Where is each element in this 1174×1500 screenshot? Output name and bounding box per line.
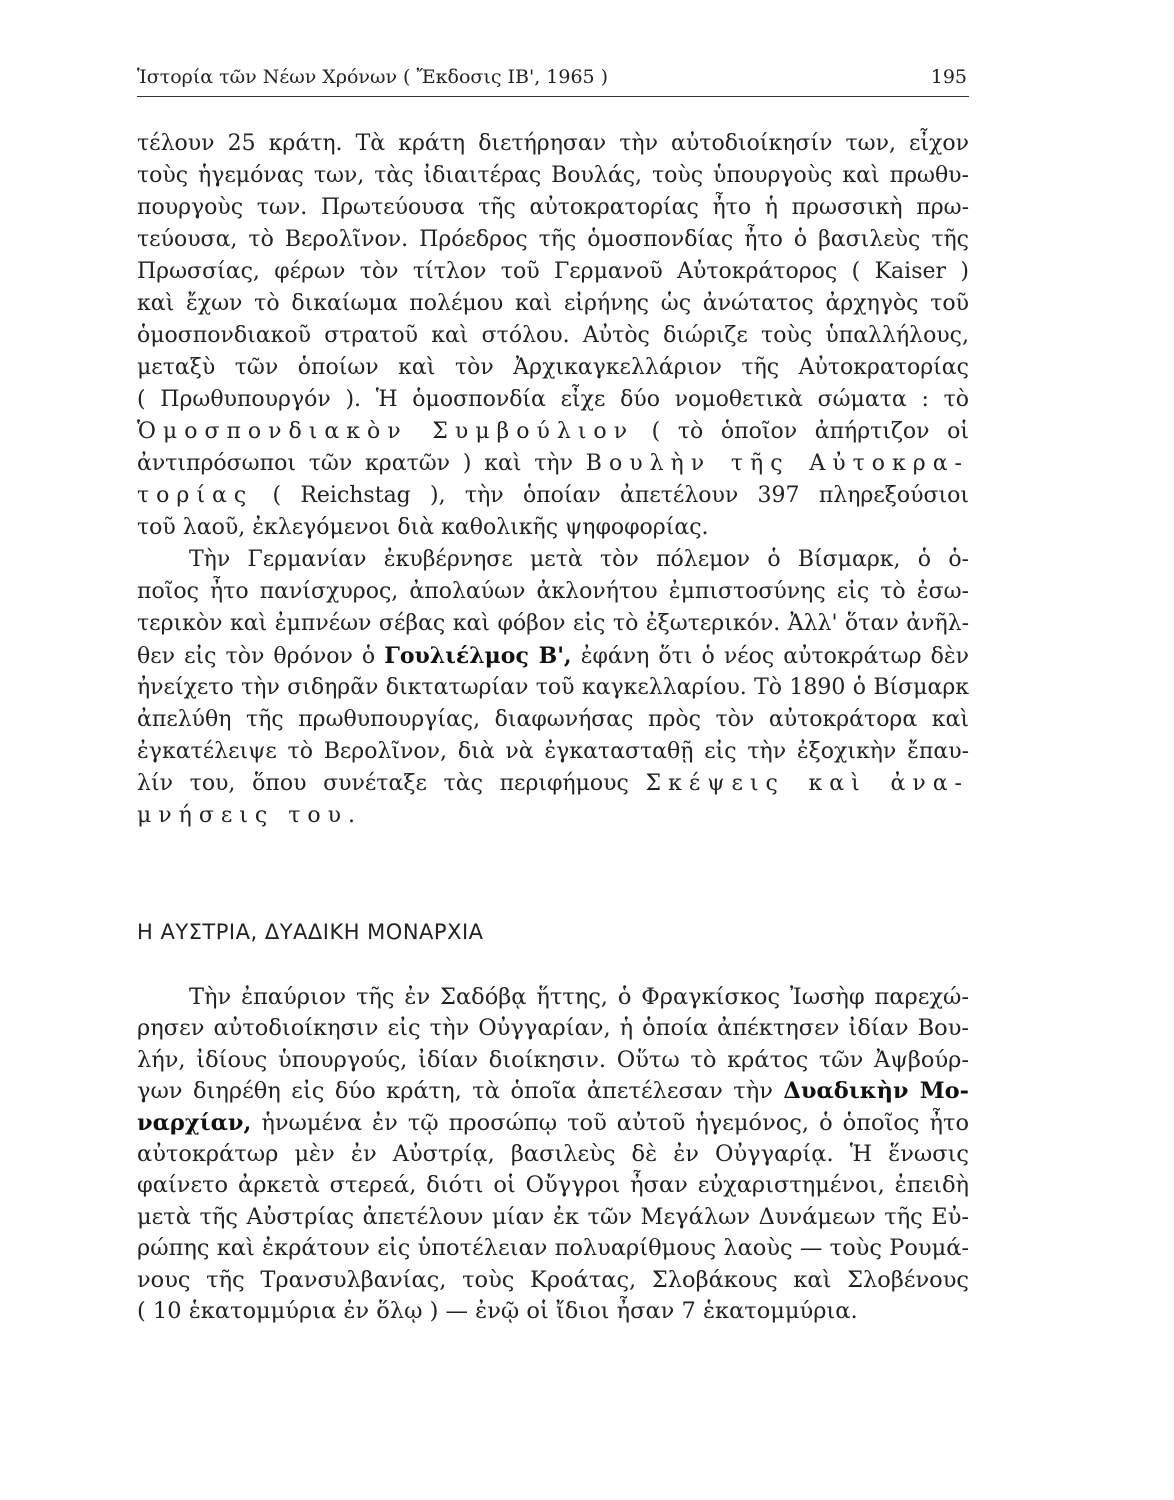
- text-line: ἠνείχετο τὴν σιδηρᾶν δικτατωρίαν τοῦ καγκελλαρίου. Τὸ 1890 ὁ Βίσμαρκ: [137, 675, 969, 700]
- paragraph-first-line: Τὴν Γερμανίαν ἐκυβέρνησε μετὰ τὸν πόλεμον ὁ Βίσμαρκ, ὁ ὁ-: [189, 547, 969, 572]
- text-fragment: λίν του, ὅπου συνέταξε τὰς περιφήμους: [137, 771, 629, 796]
- section-heading: Η ΑΥΣΤΡΙΑ, ΔΥΑΔΙΚΗ ΜΟΝΑΡΧΙΑ: [137, 920, 484, 944]
- text-fragment: ἐφάνη ὅτι ὁ νέος αὐτοκράτωρ δὲν: [580, 644, 969, 669]
- text-line: Πρωσσίας, φέρων τὸν τίτλον τοῦ Γερμανοῦ Αὐτοκράτορος ( Kaiser ): [137, 259, 969, 284]
- bold-term-dual-monarchy-end: ναρχίαν,: [137, 1109, 252, 1136]
- text-line: [137, 1076, 969, 1107]
- text-line: [137, 640, 969, 672]
- spaced-term-imperial-parliament-end: τορίας: [137, 483, 254, 508]
- page-number: 195: [930, 66, 967, 88]
- text-line: τοῦ λαοῦ, ἐκλεγόμενοι διὰ καθολικῆς ψηφοφορίας.: [137, 515, 709, 540]
- text-line: ὁμοσπονδιακοῦ στρατοῦ καὶ στόλου. Αὐτὸς διώριζε τοὺς ὑπαλλήλους,: [137, 323, 969, 348]
- text-line: πουργοὺς των. Πρωτεύουσα τῆς αὐτοκρατορίας ἦτο ἡ πρωσσικὴ πρω-: [137, 195, 969, 220]
- text-line: ποῖος ἦτο πανίσχυρος, ἀπολαύων ἀκλονήτου ἐμπιστοσύνης εἰς τὸ ἐσω-: [137, 579, 969, 604]
- text-line: ἀπελύθη τῆς πρωθυπουργίας, διαφωνήσας πρὸς τὸν αὐτοκράτορα καὶ: [137, 707, 969, 732]
- text-line: μετὰ τῆς Αὐστρίας ἀπετέλουν μίαν ἐκ τῶν Μεγάλων Δυνάμεων τῆς Εὐ-: [137, 1203, 969, 1230]
- section-germany-text: [137, 128, 969, 832]
- text-fragment: ( τὸ ὁποῖον ἀπήρτιζον οἱ: [651, 419, 969, 444]
- text-line: αὐτοκράτωρ μὲν ἐν Αὐστρίᾳ, βασιλεὺς δὲ ἐν Οὐγγαρίᾳ. Ἡ ἕνωσις: [137, 1140, 969, 1167]
- running-header: [137, 62, 969, 97]
- bold-term-dual-monarchy: Δυαδικὴν Μο-: [783, 1078, 969, 1105]
- text-line: ρησεν αὐτοδιοίκησιν εἰς τὴν Οὐγγαρίαν, ἡ ὁποία ἀπέκτησεν ἰδίαν Βου-: [137, 1015, 969, 1042]
- text-line: ἐγκατέλειψε τὸ Βερολῖνον, διὰ νὰ ἐγκατασταθῇ εἰς τὴν ἐξοχικὴν ἔπαυ-: [137, 739, 969, 764]
- text-line: [137, 1108, 969, 1139]
- text-line: [137, 800, 969, 832]
- spaced-term-memoirs: Σκέψεις καὶ ἀνα-: [645, 771, 969, 796]
- text-line: [137, 448, 969, 480]
- book-title: Ἱστορία τῶν Νέων Χρόνων ( Ἔκδοσις ΙΒ', 1965 ): [137, 66, 609, 88]
- text-line: ( Πρωθυπουργόν ). Ἡ ὁμοσπονδία εἶχε δύο νομοθετικὰ σώματα : τὸ: [137, 387, 969, 412]
- text-fragment: ἀντιπρόσωποι τῶν κρατῶν ) καὶ τὴν: [137, 451, 573, 476]
- spaced-term-imperial-parliament: Βουλὴν τῆς Αὐτοκρα-: [585, 451, 969, 476]
- text-line: νους τῆς Τρανσυλβανίας, τοὺς Κροάτας, Σλοβάκους καὶ Σλοβένους: [137, 1266, 969, 1293]
- text-line: τερικὸν καὶ ἐμπνέων σέβας καὶ φόβον εἰς τὸ ἐξωτερικόν. Ἀλλ' ὅταν ἀνῆλ-: [137, 611, 969, 636]
- text-fragment: ἡνωμένα ἐν τῷ προσώπῳ τοῦ αὐτοῦ ἡγεμόνος, ὁ ὁποῖος ἦτο: [261, 1109, 969, 1136]
- text-fragment: γων διηρέθη εἰς δύο κράτη, τὰ ὁποῖα ἀπετέλεσαν τὴν: [137, 1078, 773, 1105]
- text-line: μεταξὺ τῶν ὁποίων καὶ τὸν Ἀρχικαγκελλάριον τῆς Αὐτοκρατορίας: [137, 355, 969, 380]
- text-line: [137, 480, 969, 512]
- text-fragment: ( Reichstag ), τὴν ὁποίαν ἀπετέλουν 397 πληρεξούσιοι: [272, 483, 969, 508]
- paragraph-first-line: Τὴν ἐπαύριον τῆς ἐν Σαδόβᾳ ἥττης, ὁ Φραγκίσκος Ἰωσὴφ παρεχώ-: [189, 984, 969, 1010]
- text-line: φαίνετο ἀρκετὰ στερεά, διότι οἱ Οὔγγροι ἦσαν εὐχαριστημένοι, ἐπειδὴ: [137, 1172, 969, 1199]
- text-line: τεύουσα, τὸ Βερολῖνον. Πρόεδρος τῆς ὁμοσπονδίας ἦτο ὁ βασιλεὺς τῆς: [137, 227, 969, 252]
- text-line: λήν, ἰδίους ὑπουργούς, ἰδίαν διοίκησιν. Οὕτω τὸ κράτος τῶν Ἀψβούρ-: [137, 1046, 969, 1073]
- section-austria-text: [137, 982, 969, 1327]
- spaced-term-federal-council: Ὁμοσπονδιακὸν Συμβούλιον: [137, 419, 635, 444]
- bold-term-wilhelm: Γουλιέλμος Β',: [384, 643, 572, 669]
- text-line: ( 10 ἑκατομμύρια ἐν ὅλῳ ) — ἐνῷ οἱ ἴδιοι ἦσαν 7 ἑκατομμύρια.: [137, 1297, 858, 1324]
- text-line: τοὺς ἡγεμόνας των, τὰς ἰδιαιτέρας Βουλάς, τοὺς ὑπουργοὺς καὶ πρωθυ-: [137, 163, 969, 188]
- text-line: καὶ ἔχων τὸ δικαίωμα πολέμου καὶ εἰρήνης ὡς ἀνώτατος ἀρχηγὸς τοῦ: [137, 291, 969, 316]
- spaced-term-memoirs-end: μνήσεις του.: [137, 803, 362, 828]
- text-line: [137, 768, 969, 800]
- text-line: [137, 416, 969, 448]
- text-line: τέλουν 25 κράτη. Τὰ κράτη διετήρησαν τὴν αὐτοδιοίκησίν των, εἶχον: [137, 131, 969, 156]
- text-fragment: θεν εἰς τὸν θρόνον ὁ: [137, 644, 376, 669]
- text-line: ρώπης καὶ ἐκράτουν εἰς ὑποτέλειαν πολυαρίθμους λαοὺς — τοὺς Ρουμά-: [137, 1235, 969, 1262]
